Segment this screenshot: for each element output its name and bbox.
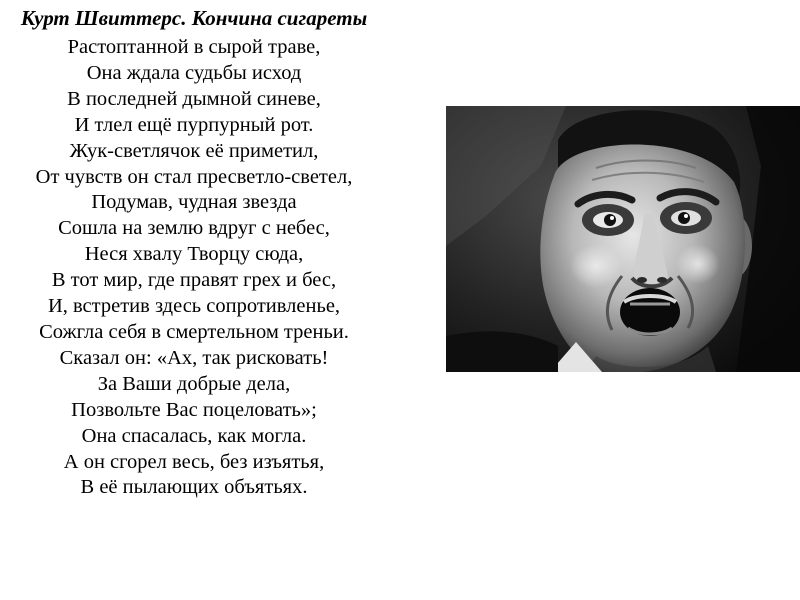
poem-line: Она спасалась, как могла. (81, 424, 307, 447)
portrait-photo-icon (446, 106, 800, 372)
poem-line: В её пылающих объятьях. (80, 476, 308, 499)
poem-line: Она ждала судьбы исход (86, 61, 302, 84)
poem-line: За Ваши добрые дела, (97, 372, 291, 395)
portrait-photo (446, 106, 800, 372)
poem-line: Подумав, чудная звезда (91, 191, 297, 214)
poem-block (0, 6, 396, 501)
poem-line: Сожгла себя в смертельном треньи. (39, 320, 349, 343)
poem-line: Сошла на землю вдруг с небес, (58, 217, 330, 240)
poem-line: Растоптанной в сырой траве, (67, 36, 321, 58)
poem-lines (0, 35, 396, 501)
poem-line: А он сгорел весь, без изъятья, (63, 450, 325, 473)
poem-line: В тот мир, где правят грех и бес, (51, 269, 337, 292)
poem-line: И, встретив здесь сопротивленье, (47, 295, 341, 318)
poem-line: Сказал он: «Ах, так рисковать! (59, 346, 329, 369)
poem-line: В последней дымной синеве, (67, 87, 321, 110)
poem-line: Позвольте Вас поцеловать»; (71, 398, 317, 421)
poem-title: Курт Швиттерс. Кончина сигареты (20, 6, 368, 30)
poem-line: Неся хвалу Творцу сюда, (84, 243, 304, 266)
poem-line: От чувств он стал пресветло-светел, (35, 165, 353, 188)
poem-line: И тлел ещё пурпурный рот. (74, 113, 314, 136)
poem-line: Жук-светлячок её приметил, (69, 139, 319, 162)
